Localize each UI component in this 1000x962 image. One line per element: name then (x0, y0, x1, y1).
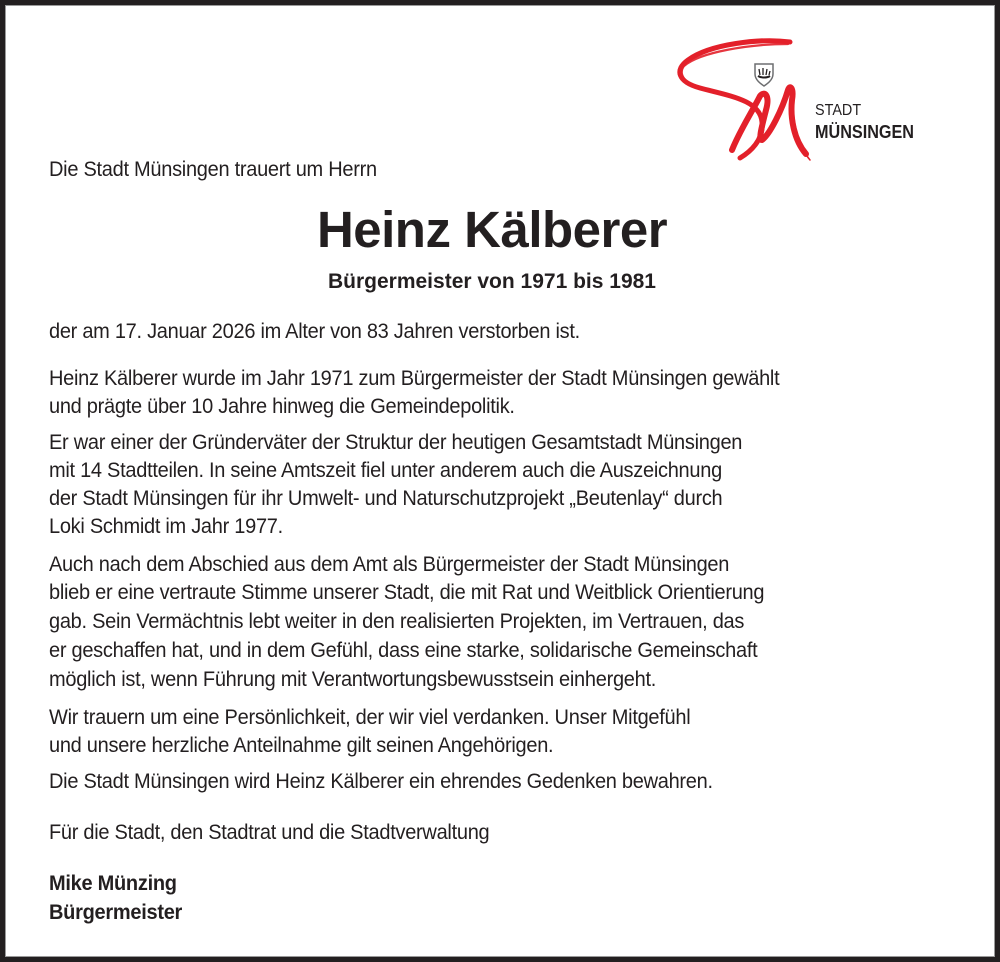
paragraph-1-line-1: Heinz Kälberer wurde im Jahr 1971 zum Bürgermeister der Stadt Münsingen gewählt (49, 366, 780, 390)
intro-text: Die Stadt Münsingen trauert um Herrn (49, 157, 377, 181)
signature-name: Mike Münzing (49, 871, 177, 895)
logo-text-city: MÜNSINGEN (815, 122, 915, 142)
paragraph-1-line-2: und prägte über 10 Jahre hinweg die Gemeindepolitik. (49, 394, 515, 418)
paragraph-2-line-4: Loki Schmidt im Jahr 1977. (49, 514, 283, 538)
city-logo (670, 30, 960, 170)
death-date-text: der am 17. Januar 2026 im Alter von 83 Jahren verstorben ist. (49, 319, 580, 343)
paragraph-3-line-4: er geschaffen hat, und in dem Gefühl, dass eine starke, solidarische Gemeinschaft (49, 638, 758, 662)
sm-monogram-icon (670, 30, 960, 170)
paragraph-3-line-3: gab. Sein Vermächtnis lebt weiter in den realisierten Projekten, im Vertrauen, das (49, 609, 745, 633)
paragraph-4-line-2: und unsere herzliche Anteilnahme gilt seinen Angehörigen. (49, 733, 554, 757)
paragraph-2-line-3: der Stadt Münsingen für ihr Umwelt- und Naturschutzprojekt „Beutenlay“ durch (49, 486, 723, 510)
city-crest-icon (755, 64, 773, 86)
paragraph-2-line-2: mit 14 Stadtteilen. In seine Amtszeit fiel unter anderem auch die Auszeichnung (49, 458, 722, 482)
paragraph-2-line-1: Er war einer der Gründerväter der Struktur der heutigen Gesamtstadt Münsingen (49, 430, 743, 454)
logo-text-stadt: STADT (815, 102, 862, 119)
deceased-name: Heinz Kälberer (316, 201, 668, 258)
paragraph-3-line-2: blieb er eine vertraute Stimme unserer Stadt, die mit Rat und Weitblick Orientierung (49, 580, 765, 604)
deceased-title: Bürgermeister von 1971 bis 1981 (327, 270, 656, 293)
paragraph-5-line-1: Die Stadt Münsingen wird Heinz Kälberer ein ehrendes Gedenken bewahren. (49, 769, 713, 793)
paragraph-3-line-1: Auch nach dem Abschied aus dem Amt als Bürgermeister der Stadt Münsingen (49, 552, 730, 576)
closing-text: Für die Stadt, den Stadtrat und die Stadtverwaltung (49, 820, 490, 844)
paragraph-4-line-1: Wir trauern um eine Persönlichkeit, der wir viel verdanken. Unser Mitgefühl (49, 705, 691, 729)
paragraph-3-line-5: möglich ist, wenn Führung mit Verantwortungsbewusstsein einhergeht. (49, 667, 657, 691)
signature-role: Bürgermeister (49, 900, 183, 924)
